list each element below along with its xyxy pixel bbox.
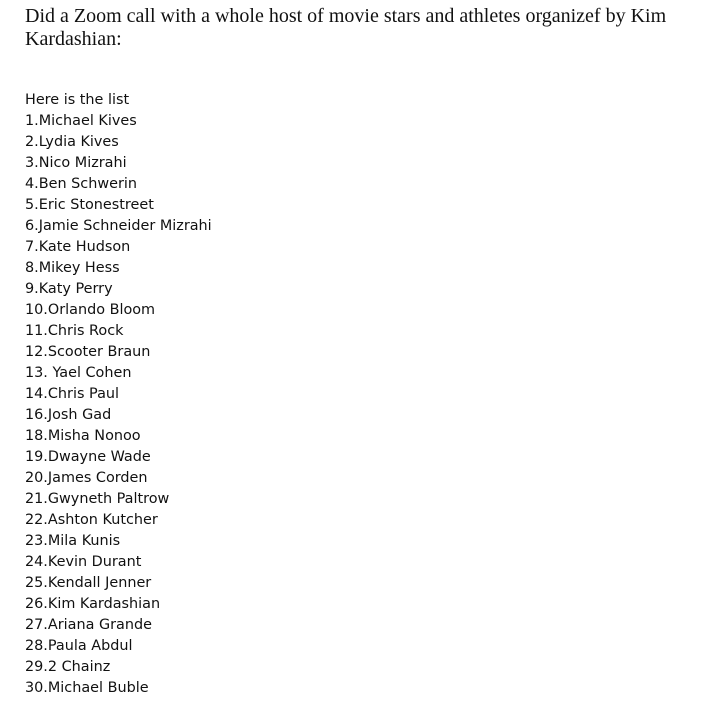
list-item: 16.Josh Gad bbox=[25, 407, 112, 423]
list-item: 23.Mila Kunis bbox=[25, 533, 121, 549]
list-item: 26.Kim Kardashian bbox=[25, 596, 161, 612]
list-item: 13. Yael Cohen bbox=[25, 365, 132, 381]
list-item: 19.Dwayne Wade bbox=[25, 449, 151, 465]
list-item: 25.Kendall Jenner bbox=[25, 575, 152, 591]
list-item: 22.Ashton Kutcher bbox=[25, 512, 158, 528]
guest-list bbox=[25, 90, 212, 699]
list-item: 12.Scooter Braun bbox=[25, 344, 151, 360]
list-item: 28.Paula Abdul bbox=[25, 638, 133, 654]
list-item: 5.Eric Stonestreet bbox=[25, 197, 154, 213]
list-item: 1.Michael Kives bbox=[25, 113, 137, 129]
list-item: 21.Gwyneth Paltrow bbox=[25, 491, 170, 507]
list-item: 27.Ariana Grande bbox=[25, 617, 152, 633]
list-item: 30.Michael Buble bbox=[25, 680, 149, 696]
list-item: 7.Kate Hudson bbox=[25, 239, 131, 255]
list-item: 6.Jamie Schneider Mizrahi bbox=[25, 218, 212, 234]
list-item: 3.Nico Mizrahi bbox=[25, 155, 127, 171]
list-item: 24.Kevin Durant bbox=[25, 554, 142, 570]
list-item: 9.Katy Perry bbox=[25, 281, 113, 297]
list-item: 10.Orlando Bloom bbox=[25, 302, 156, 318]
list-item: 18.Misha Nonoo bbox=[25, 428, 141, 444]
list-item: 29.2 Chainz bbox=[25, 659, 111, 675]
list-item: 14.Chris Paul bbox=[25, 386, 120, 402]
list-item: 4.Ben Schwerin bbox=[25, 176, 137, 192]
list-item: 8.Mikey Hess bbox=[25, 260, 120, 276]
list-item: 20.James Corden bbox=[25, 470, 148, 486]
list-item: 2.Lydia Kives bbox=[25, 134, 119, 150]
list-item: 11.Chris Rock bbox=[25, 323, 124, 339]
list-intro: Here is the list bbox=[25, 92, 130, 108]
document-heading: Did a Zoom call with a whole host of movie stars and athletes organizef by Kim Kardashian: bbox=[25, 5, 667, 50]
guest-list-items bbox=[25, 111, 212, 699]
